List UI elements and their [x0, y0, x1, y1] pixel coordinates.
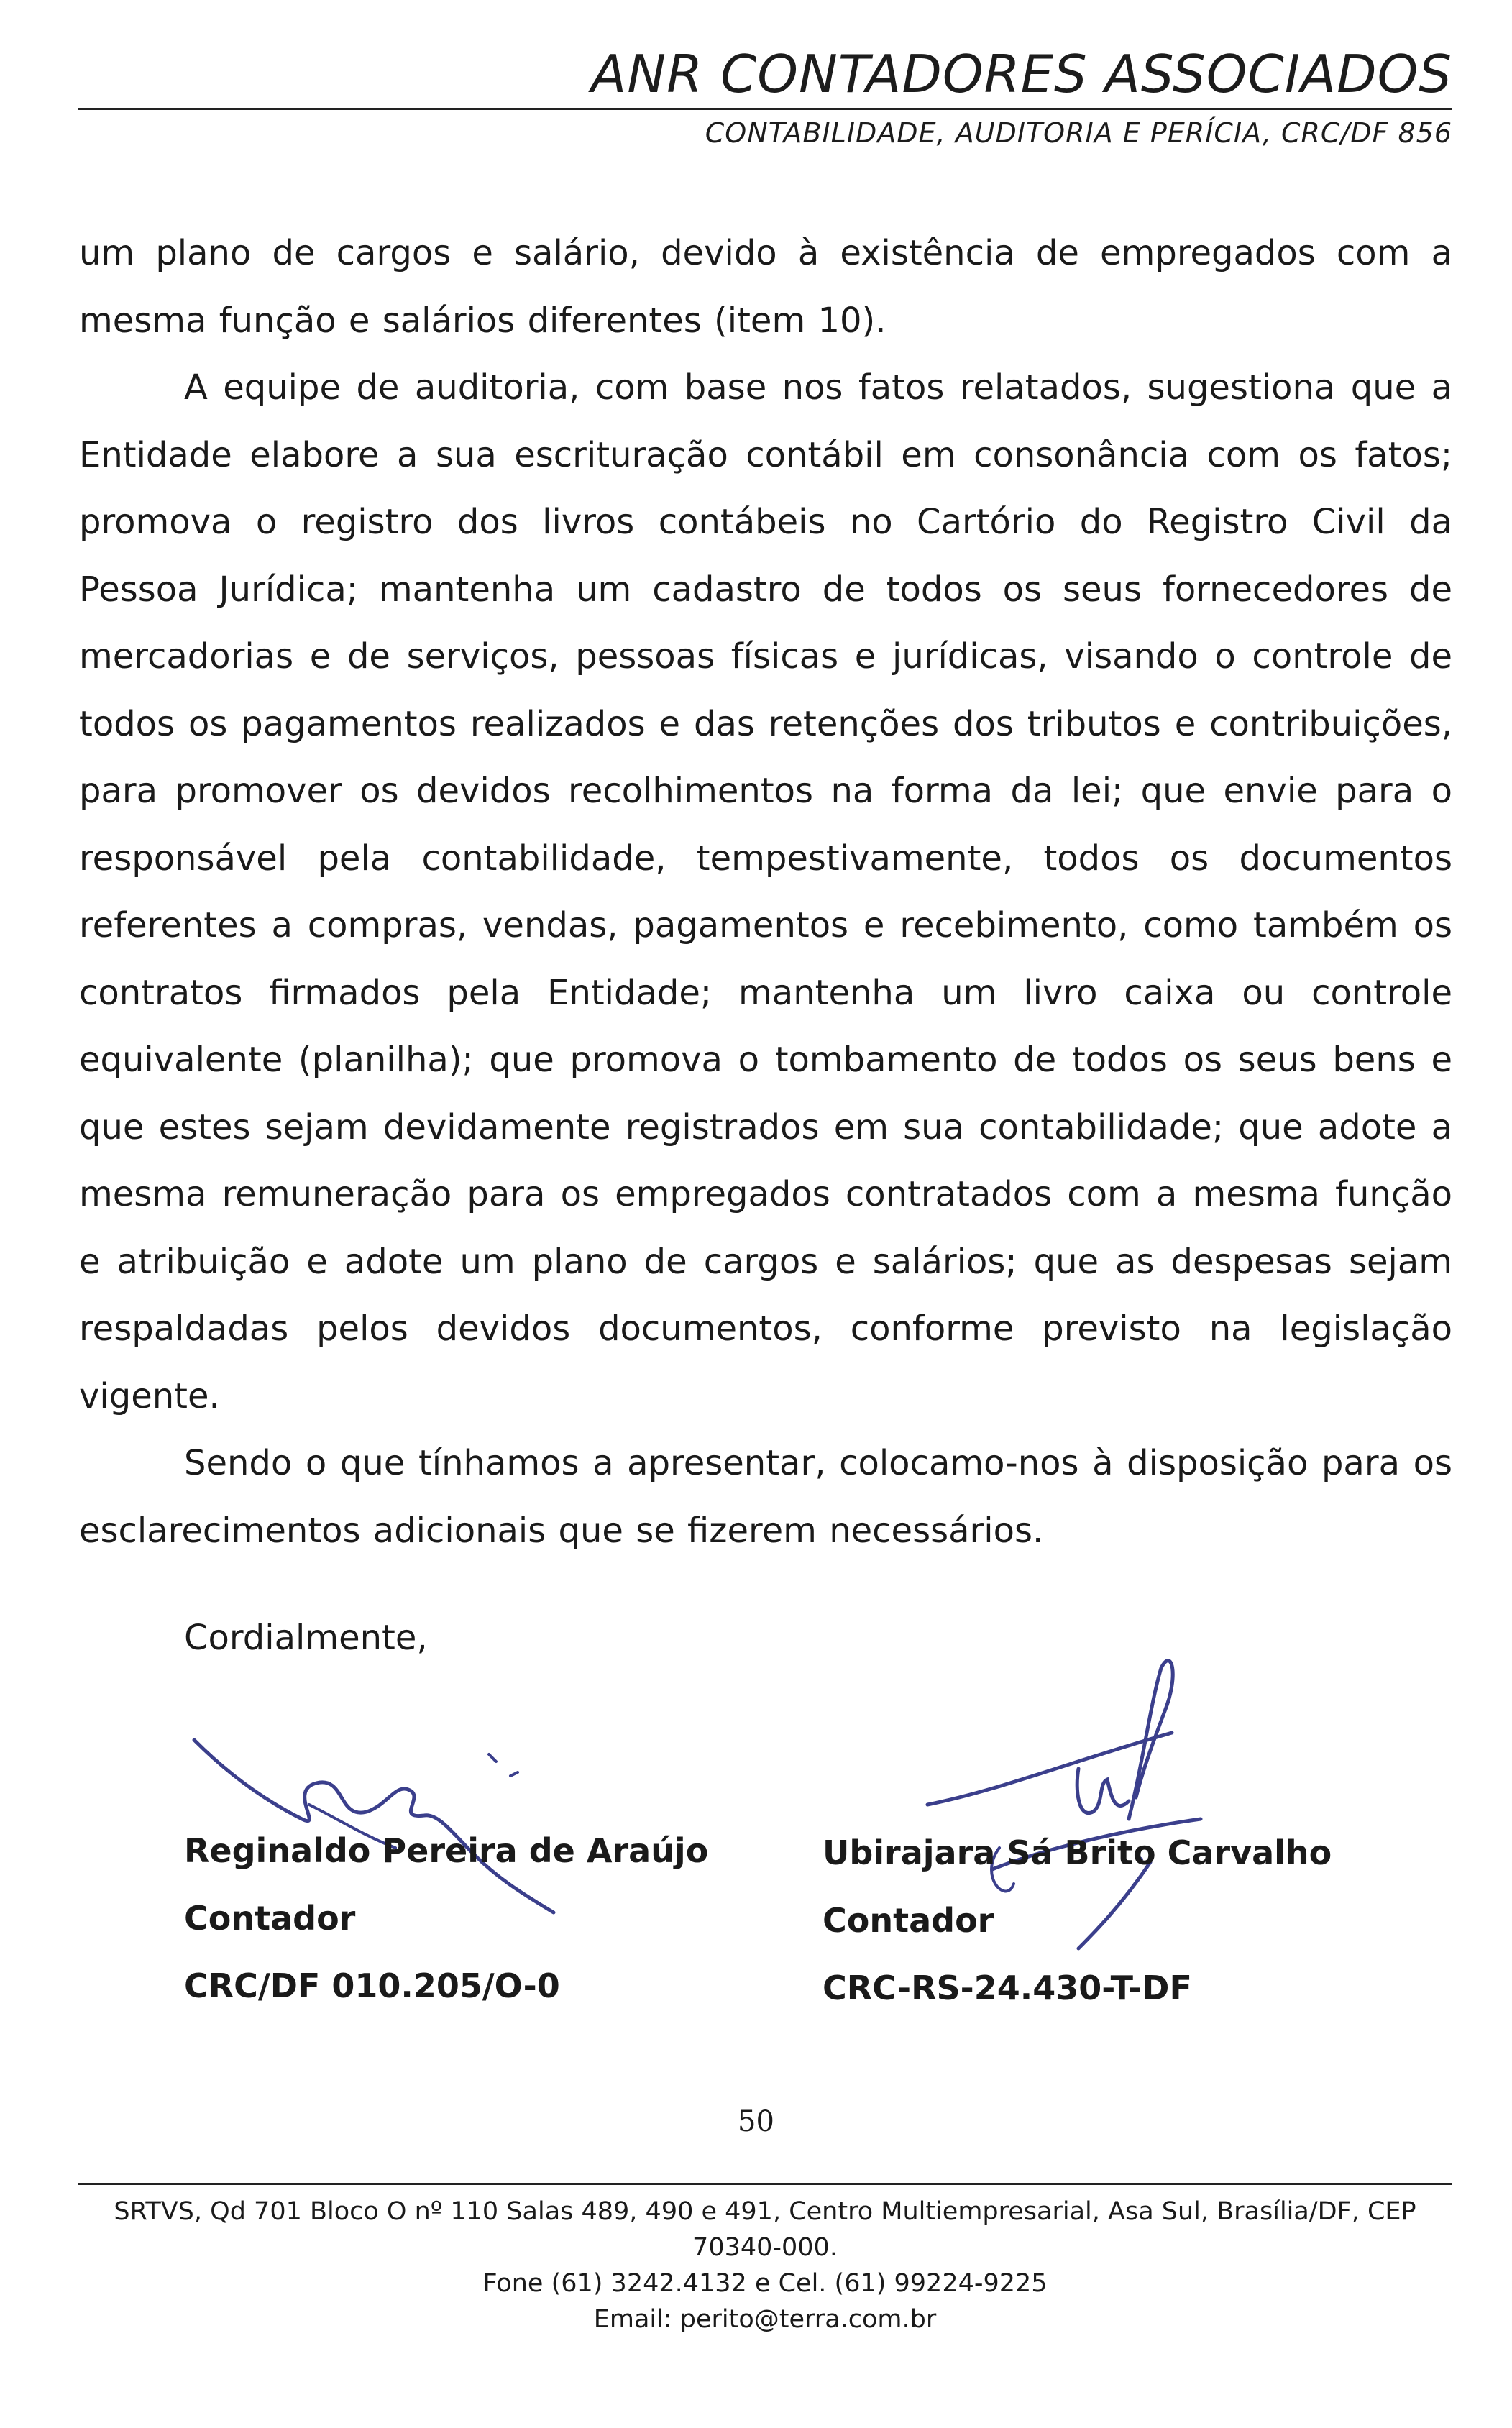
footer-address: SRTVS, Qd 701 Bloco O nº 110 Salas 489, 490 e 491, Centro Multiempresarial, Asa Sul, Brasília/DF, CEP 70340-000. — [114, 2197, 1416, 2262]
paragraph-continuation: um plano de cargos e salário, devido à existência de empregados com a mesma função e salários diferentes (item 10). — [79, 233, 1452, 341]
page-number: 50 — [738, 2105, 774, 2138]
signatory-left — [184, 1817, 708, 2020]
footer-email: Email: perito@terra.com.br — [593, 2305, 937, 2334]
firm-name: ANR CONTADORES ASSOCIADOS — [590, 44, 1452, 104]
paragraph-recommendations: A equipe de auditoria, com base nos fatos relatados, sugestiona que a Entidade elabore a sua escrituração contábil em consonância com os fatos; promova o registro dos livros contábeis no Cartório do Registro Civil da Pessoa Jurídica; mantenha um cadastro de todos os seus fornecedores de mercadorias e de serviços, pessoas físicas e jurídicas, visando o controle de todos os pagamentos realizados e das retenções dos tributos e contribuições, para promover os devidos recolhimentos na forma da lei; que envie para o responsável pela contabilidade, tempestivamente, todos os documentos referentes a compras, vendas, pagamentos e recebimento, como também os contratos firmados pela Entidade; mantenha um livro caixa ou controle equivalente (planilha); que promova o tombamento de todos os seus bens e que estes sejam devidamente registrados em sua contabilidade; que adote a mesma remuneração para os empregados contratados com a mesma função e atribuição e adote um plano de cargos e salários; que as despesas sejam respaldadas pelos devidos documentos, conforme previsto na legislação vigente. — [79, 367, 1452, 1416]
footer-phone: Fone (61) 3242.4132 e Cel. (61) 99224-9225 — [482, 2269, 1048, 2298]
closing-salutation: Cordialmente, — [184, 1618, 428, 1658]
firm-subtitle: CONTABILIDADE, AUDITORIA E PERÍCIA, CRC/DF 856 — [705, 117, 1452, 149]
signatory-right-registration: CRC-RS-24.430-T-DF — [823, 1969, 1192, 2007]
paragraph-closing-remarks: Sendo o que tínhamos a apresentar, colocamo-nos à disposição para os esclarecimentos adicionais que se fizerem necessários. — [79, 1443, 1452, 1551]
header-divider — [78, 108, 1452, 110]
signatory-right-role: Contador — [823, 1901, 994, 1940]
signatory-right — [823, 1819, 1332, 2022]
signatory-right-name: Ubirajara Sá Brito Carvalho — [823, 1833, 1332, 1872]
signatory-left-name: Reginaldo Pereira de Araújo — [184, 1831, 709, 1870]
footer-divider — [78, 2183, 1452, 2185]
signatory-left-role: Contador — [184, 1899, 356, 1938]
letter-footer — [78, 2183, 1452, 2337]
letterhead — [78, 43, 1452, 152]
letter-body — [79, 220, 1452, 1565]
signatory-left-registration: CRC/DF 010.205/O-0 — [184, 1966, 560, 2005]
